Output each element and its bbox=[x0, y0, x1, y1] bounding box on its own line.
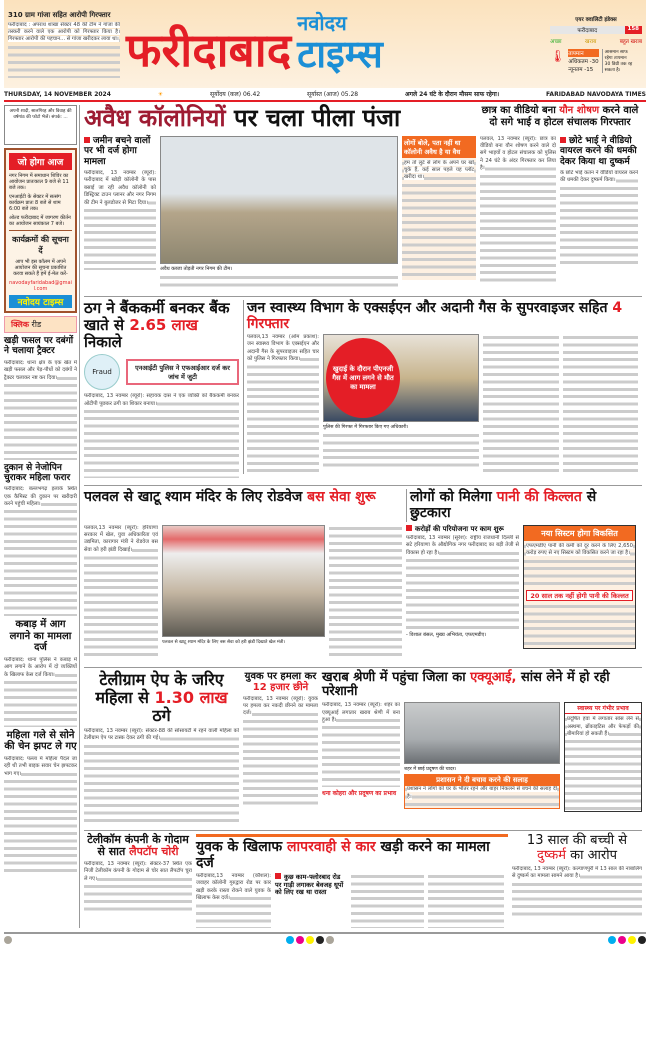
color-dots-right bbox=[608, 936, 646, 944]
car-body: फरीदाबाद,13 नवम्बर (कौशल): जवाहर कॉलोनी गुरुद्वारा रोड पर कार खड़ी करके रास्ता रोकने वाले युवक के खिलाफ केस दर्ज। bbox=[196, 873, 271, 928]
health-body-col3 bbox=[483, 334, 559, 474]
bus-body: पलवल,13 नवम्बर (ब्यूरो): हरियाणा सरकार में खेल, युवा अधिकारिता एवं उद्यमिता, कारागार मंत्री ने रोडवेज बस सेवा को हरी झंडी दिखाई। bbox=[84, 525, 158, 660]
water-box-body: एफएमडीए पानी की कमी को दूर करने के लिए 2,650 करोड़ रुपए से नए सिस्टम को विकसित करने जा रहा है। bbox=[524, 543, 635, 588]
bus-photo-caption: पलवल से खाटू श्याम मंदिर के लिए बस सेवा को हरी झंडी दिखाते खेल मंत्री। bbox=[162, 639, 286, 645]
lead-headline bbox=[84, 105, 476, 133]
fraud-image bbox=[84, 354, 120, 390]
story-title: महिला गले से सोने की चेन झपट ले गए bbox=[4, 729, 77, 753]
car-body-col3 bbox=[351, 873, 424, 928]
logo-city: फरीदाबाद bbox=[126, 23, 292, 78]
health-headline bbox=[247, 300, 638, 332]
water-box2-title: 20 साल तक नहीं होगी पानी की किल्लत bbox=[526, 590, 633, 601]
rape-headline bbox=[512, 834, 642, 864]
today-item: एनआईटी के सेक्टर में सत्संग कार्यक्रम प्रातः 8 बजे से शाम 6:00 बजे तक। bbox=[9, 194, 61, 212]
rape-body: फरीदाबाद, 13 नवम्बर (ब्यूरो): कल्याणपुरी में 13 साल की नाबालिग से दुष्कर्म का मामला सामने आया है। bbox=[512, 866, 642, 916]
navodaya-logo: नवोदय टाइम्स bbox=[9, 295, 72, 308]
story-body: फरीदाबाद: बल्लभगढ़ इलाके स्थित एक कैमिस्ट की दुकान पर खरीदारी करने पहुंची महिला। bbox=[4, 486, 77, 616]
attack-red: 12 हजार छीने bbox=[252, 682, 309, 694]
click-read-label: क्लिक bbox=[11, 320, 29, 329]
dateline bbox=[4, 88, 646, 102]
car-b: खड़ी करने का मामला दर्ज bbox=[196, 838, 490, 871]
telegram-red: 1.30 लाख bbox=[154, 687, 228, 707]
aqi-title: एयर क्वालिटी इंडेक्स bbox=[575, 17, 617, 23]
car-body-col4 bbox=[428, 873, 504, 928]
aqi-health-body: प्रदूषित हवा में लगातार सांस लेने से अस्थमा, ब्रोंकाइटिस और फेफड़ों की बीमारियां हो सकती हैं। bbox=[565, 716, 641, 811]
lead-sidebox bbox=[402, 136, 476, 280]
events-title: कार्यक्रमों की सूचना दें bbox=[12, 235, 69, 255]
fraud-callout: एनआईटी पुलिस ने एफआईआर दर्ज कर जांच में जुटी bbox=[126, 359, 239, 385]
logo-navodaya: नवोदय bbox=[297, 11, 347, 36]
aqi-subhead: धना कोहरा और प्रदूषण का प्रभाव bbox=[322, 790, 397, 798]
water-body: फरीदाबाद, 13 नवम्बर (सुरेश): राष्ट्रीय राजधानी दिल्ली से सटे हरियाणा के औद्योगिक नगर फरीदाबाद का बड़ी तेजी से विकास हो रहा है। bbox=[406, 535, 519, 630]
laptop-red: लैपटॉप चोरी bbox=[129, 845, 179, 859]
telegram-body: फरीदाबाद, 13 नवम्बर (ब्यूरो): सेक्टर-88 की सोसायटी में रहने वाली महिला को टेलीग्राम ऐप पर टास्क देकर ठगी की गई। bbox=[84, 728, 239, 823]
story-title: दुकान से नेजोपिन चुराकर महिला फरार bbox=[4, 462, 71, 484]
aqi-a: खराब श्रेणी में पहुंचा जिला का bbox=[322, 669, 466, 685]
fraud-b: निकाले bbox=[84, 333, 122, 352]
laptop-a: टेलीकॉम कंपनी के गोदाम से सात bbox=[87, 832, 189, 859]
health-circle-text: खुदाई के दौरान पीएनजी गैस में आग लगने से मौत का मामला bbox=[332, 365, 394, 392]
car-headline bbox=[196, 839, 508, 871]
aqi-red: एक्यूआई, bbox=[470, 669, 517, 685]
aqi-advice-box bbox=[404, 774, 560, 809]
events-body: आप भी इस कॉलम में अपने आयोजन की सूचना प्रकाशित करवा सकते हैं हमें ई-मेल करें- bbox=[13, 259, 68, 277]
health-a: जन स्वास्थ्य विभाग के एक्सईएन और अदानी गैस के सुपरवाइजर सहित bbox=[247, 299, 608, 316]
car-red: लापरवाही से कार bbox=[287, 838, 376, 855]
water-subhead: करोड़ों की परियोजना पर काम शुरू bbox=[406, 525, 519, 533]
temp-min: न्यूनतम -15 bbox=[568, 67, 594, 73]
right-top-sub-body: के छोटे भाई कतन ने वीडियो वायरल करने की धमकी देकर दुष्कर्म किया। bbox=[560, 170, 638, 265]
left-column bbox=[4, 105, 80, 928]
right-top-headline bbox=[480, 105, 640, 128]
today-box bbox=[4, 148, 77, 313]
aqi-advice-title: प्रशासन ने दी बचाव करने की सलाह bbox=[405, 775, 559, 786]
bus-headline bbox=[84, 489, 402, 505]
date: THURSDAY, 14 NOVEMBER 2024 bbox=[4, 90, 111, 98]
aqi-legend-bad: बहुत खराब bbox=[619, 39, 642, 45]
aqi-b: सांस लेने में हो रही परेशानी bbox=[322, 669, 610, 700]
today-item: नगर निगम में समाधान शिविर का आयोजन प्रातःकाल 9 बजे से 11 बजे तक। bbox=[9, 173, 69, 191]
attack-headline bbox=[243, 671, 318, 694]
story-title: कबाड़ में आग लगाने का मामला दर्ज bbox=[9, 619, 72, 654]
today-item: ओल्ड फरीदाबाद में जागरण कीर्तन का आयोजन सायंकाल 7 बजे। bbox=[9, 215, 72, 231]
brief-body: फरीदाबाद : अपराध शाखा सेक्टर 48 की टीम ने गांजा की तस्करी करने वाले एक आरोपी को गिरफ्तार किया है। गिरफ्तार आरोपी की पहचान... से गांजा खरीदकर लाया था। bbox=[8, 22, 120, 78]
aqi-legend-good: अच्छा bbox=[550, 39, 562, 45]
rape-a: 13 साल की बच्ची से bbox=[526, 832, 628, 848]
story-body: फरीदाबाद: थाना पुलिस ने कबाड़ में आग लगाने के आरोप में दो व्यक्तियों के खिलाफ केस दर्ज किया। bbox=[4, 657, 77, 727]
telegram-headline bbox=[84, 671, 239, 726]
water-box2-body bbox=[524, 603, 635, 648]
lead-body-cont bbox=[160, 274, 398, 289]
water-red: पानी की किल्लत bbox=[496, 489, 582, 506]
water-box bbox=[523, 525, 636, 649]
bus-a: पलवल से खाटू श्याम मंदिर के लिए रोडवेज bbox=[84, 489, 303, 506]
fraud-headline bbox=[84, 300, 239, 352]
aqi-body: फरीदाबाद, 13 नवम्बर (ब्यूरो): शहर का एक्यूआई लगातार खराब श्रेणी में बना हुआ है। bbox=[322, 702, 400, 787]
lead-sidebox-title: लोगों बोले, पता नहीं था कॉलोनी अवैध है या वैध bbox=[402, 136, 476, 158]
lead-subhead: जमीन बचने वालों पर भी दर्ज होगा मामला bbox=[84, 136, 156, 168]
click-read-banner bbox=[4, 316, 77, 333]
laptop-body: फरीदाबाद, 13 नवम्बर (ब्यूरो): सेक्टर-37 स्थित एक निजी टेलीकॉम कंपनी के गोदाम से चोर सात लैपटॉप चुरा ले गए। bbox=[84, 861, 192, 911]
masthead bbox=[4, 0, 646, 88]
paper-name: FARIDABAD NAVODAYA TIMES bbox=[546, 90, 646, 98]
color-dots-center bbox=[286, 936, 334, 944]
main-area bbox=[84, 105, 642, 928]
right-top-body: पलवल, 13 नवम्बर (ब्यूरो): छात्र का वीडियो बना यौन शोषण करने वाले दो सगे भाइयों व होटल संचालक को पुलिस ने 24 घंटे के अंदर गिरफ्तार कर लिया है। bbox=[480, 136, 556, 286]
rt-a: छात्र का वीडियो बना bbox=[481, 105, 556, 116]
fraud-a: ठग ने बैंककर्मी बनकर बैंक खाते से bbox=[84, 298, 230, 334]
aqi-health-title: स्वास्थ्य पर गंभीर प्रभाव bbox=[565, 703, 641, 714]
rape-b: का आरोप bbox=[570, 847, 617, 863]
water-b: से छुटकारा bbox=[410, 489, 597, 522]
lead-headline-red: अवैध कॉलोनियों bbox=[84, 104, 226, 132]
rt-red: यौन शोषण bbox=[559, 105, 600, 116]
story-title: खड़ी फसल पर दबंगों ने चलाया ट्रैक्टर bbox=[4, 336, 74, 357]
aqi-city: फरीदाबाद bbox=[550, 26, 625, 34]
aqi-photo-caption: शहर में छाई प्रदूषण की चादर। bbox=[404, 767, 457, 773]
lead-sidebox-body: हम तो लुटे से लोग के अपने घर खो चुके हैं, कई साल पहले यह प्लॉट खरीदा था। bbox=[402, 160, 476, 280]
aqi-health-box bbox=[564, 702, 642, 812]
health-circle-callout bbox=[326, 338, 400, 418]
bus-body-col2 bbox=[329, 525, 402, 660]
attack-a: युवक पर हमला कर bbox=[244, 670, 317, 682]
health-red: 4 गिरफ्तार bbox=[247, 299, 623, 332]
lead-photo-caption: अवैध कब्जा तोड़ती नगर निगम की टीम। bbox=[160, 265, 233, 272]
brief-title: 310 ग्राम गांजा सहित आरोपी गिरफ्तार bbox=[8, 10, 111, 19]
fraud-image-label: Fraud bbox=[92, 368, 112, 377]
health-photo bbox=[323, 334, 479, 422]
color-dots bbox=[4, 936, 12, 944]
aqi-widget bbox=[550, 15, 642, 73]
lead-body: फरीदाबाद, 13 नवम्बर (ब्यूरो): फरीदाबाद में खोड़ी कॉलोनी के पास बसाई जा रही अवैध कॉलोनी को डिस्ट्रिक्ट टाउन प्लानर और नगर निगम की टीम ने बुलडोजर से मिटा दिया। bbox=[84, 170, 156, 270]
water-headline bbox=[406, 489, 640, 521]
bus-red: बस सेवा शुरू bbox=[307, 489, 376, 506]
health-photo-caption: पुलिस की गिरफ्त में गिरफ्तार किए गए अधिकारी। bbox=[323, 424, 409, 430]
sunset: सूर्यास्त (आज) 05.28 bbox=[307, 91, 359, 98]
car-subhead: कुछ काम-फ्लोरबाद रोड पर गाड़ी लगाकर बेवजह धूपों को लिए रख था रास्ता bbox=[275, 873, 347, 897]
sunrise: सूर्योदय (कल) 06.42 bbox=[210, 91, 261, 98]
temp-max: अधिकतम -30 bbox=[568, 59, 599, 65]
laptop-headline bbox=[84, 834, 192, 859]
health-body-col4 bbox=[563, 334, 638, 474]
logo bbox=[126, 12, 544, 76]
aqi-value: 158 bbox=[625, 26, 642, 34]
health-body: पलवल,13 नवम्बर (ओम प्रकाश): जन स्वास्थ्य विभाग के एक्सईएन और अदानी गैस के सुपरवाइजर सहित चार को पुलिस ने गिरफ्तार किया। bbox=[247, 334, 319, 474]
forecast: अगले 24 घंटे के दौरान मौसम साफ रहेगा। bbox=[405, 91, 500, 98]
masthead-brief bbox=[8, 11, 120, 78]
temp-note: आसमान साफ रहेगा तापमान 30 डिग्री तक रह सकता है। bbox=[602, 49, 634, 73]
logo-times: टाइम्स bbox=[297, 32, 383, 77]
email-link[interactable]: navodayfaridabad@gmail.com bbox=[9, 280, 72, 292]
lead-photo bbox=[160, 136, 398, 264]
aqi-headline bbox=[322, 671, 642, 701]
water-quote: - विशाल बंसल, मुख्य अभियंता, एफएमडीए। bbox=[406, 631, 487, 638]
story-body: फरीदाबाद: पल्ला में महिला पैदल जा रही थी तभी बाइक सवार चेन झपटकर भाग गए। bbox=[4, 756, 77, 876]
thermometer-icon: 🌡 bbox=[550, 49, 566, 63]
rape-red: दुष्कर्म bbox=[537, 847, 566, 863]
click-read-label2: रीड bbox=[31, 320, 42, 329]
telegram-a: टेलीग्राम ऐप के जरिए महिला से bbox=[95, 669, 224, 707]
registration-marks bbox=[4, 932, 646, 944]
today-title: जो होगा आज bbox=[9, 153, 72, 170]
car-a: युवक के खिलाफ bbox=[196, 838, 283, 855]
right-top-subhead: छोटे भाई ने वीडियो वायरल करने की धमकी देकर किया था दुष्कर्म bbox=[560, 135, 637, 168]
telegram-b: ठगे bbox=[152, 706, 171, 726]
page-body bbox=[4, 105, 646, 928]
bus-photo bbox=[162, 525, 325, 637]
lead-headline-black: पर चला पीला पंजा bbox=[233, 104, 401, 132]
aqi-photo bbox=[404, 702, 560, 764]
water-a: लोगों को मिलेगा bbox=[410, 489, 492, 506]
aqi-legend-poor: खराब bbox=[584, 39, 597, 45]
rt-b: करने वाले दो सगे भाई व होटल संचालक गिरफ्तार bbox=[489, 105, 639, 128]
temp-label: तापमान bbox=[568, 49, 598, 57]
story-body: फरीदाबाद: थाना क्षेत्र के एक खेत में खड़ी फसल और पेड़-पौधों को दबंगों ने ट्रैक्टर चलाकर नष्ट कर दिया। bbox=[4, 360, 77, 460]
aqi-advice-body: प्रशासन ने लोगों को घर के भीतर रहने और बाहर निकलने से बचने की सलाह दी है। bbox=[405, 786, 559, 808]
water-box-title: नया सिस्टम होगा विकसित bbox=[524, 526, 635, 541]
health-body-cont bbox=[323, 432, 479, 470]
fraud-red: 2.65 लाख bbox=[129, 315, 198, 334]
fraud-body: फरीदाबाद, 13 नवम्बर (ब्यूरो): सहायक दास ने एक व्यक्ति को बैंककर्मी बनकर ओटीपी पूछकर ठगी का शिकार बनाया। bbox=[84, 393, 239, 478]
attack-body: फरीदाबाद, 13 नवम्बर (ब्यूरो): युवक पर हमला कर नकदी छीनने का मामला दर्ज। bbox=[243, 696, 318, 806]
notice-box: अपनी शादी, सालगिरह और विवाह की वर्षगांठ की फोटो भेजें। संपर्क: ... bbox=[4, 105, 77, 145]
car-top-bar bbox=[196, 834, 508, 837]
sun-icon: ☀ bbox=[157, 90, 164, 98]
